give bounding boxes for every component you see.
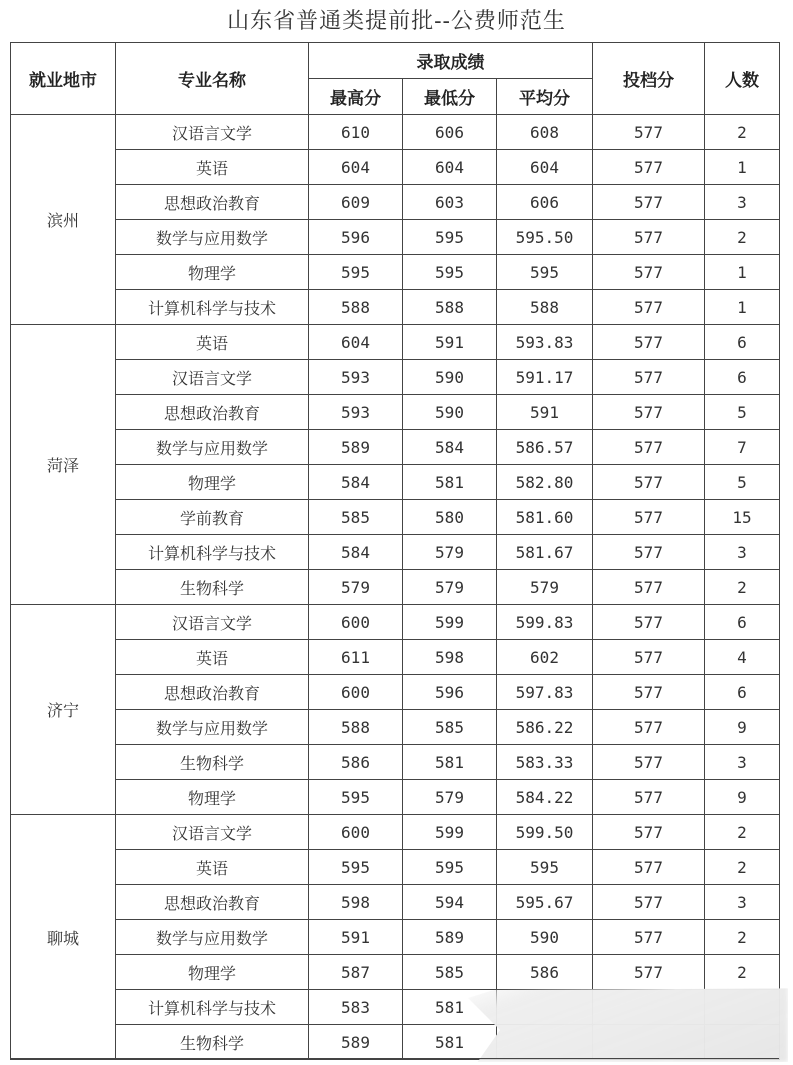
cutoff-score-cell: 577: [593, 850, 705, 885]
min-score-cell: 579: [403, 535, 497, 570]
max-score-cell: 587: [309, 955, 403, 990]
max-score-cell: 588: [309, 290, 403, 325]
major-cell: 学前教育: [116, 500, 309, 535]
table-row: [11, 850, 780, 885]
count-cell: 6: [705, 360, 780, 395]
cutoff-score-cell: 577: [593, 430, 705, 465]
max-score-cell: 584: [309, 535, 403, 570]
avg-score-cell: [497, 1025, 593, 1060]
city-cell: 济宁: [11, 605, 116, 815]
header-cutoff: 投档分: [593, 43, 705, 115]
avg-score-cell: 581.67: [497, 535, 593, 570]
major-cell: 数学与应用数学: [116, 920, 309, 955]
avg-score-cell: 604: [497, 150, 593, 185]
min-score-cell: 595: [403, 220, 497, 255]
min-score-cell: 581: [403, 465, 497, 500]
cutoff-score-cell: 577: [593, 290, 705, 325]
admission-scores-table: [10, 42, 780, 1060]
max-score-cell: 611: [309, 640, 403, 675]
major-cell: 汉语言文学: [116, 360, 309, 395]
table-row: [11, 535, 780, 570]
count-cell: 1: [705, 290, 780, 325]
cutoff-score-cell: 577: [593, 325, 705, 360]
max-score-cell: 585: [309, 500, 403, 535]
max-score-cell: 595: [309, 255, 403, 290]
min-score-cell: 584: [403, 430, 497, 465]
header-count: 人数: [705, 43, 780, 115]
cutoff-score-cell: 577: [593, 395, 705, 430]
header-city: 就业地市: [11, 43, 116, 115]
min-score-cell: 594: [403, 885, 497, 920]
table-row: [11, 255, 780, 290]
count-cell: [705, 990, 780, 1025]
max-score-cell: 589: [309, 430, 403, 465]
count-cell: 1: [705, 150, 780, 185]
avg-score-cell: 595: [497, 850, 593, 885]
major-cell: 思想政治教育: [116, 395, 309, 430]
table-row: [11, 710, 780, 745]
min-score-cell: 588: [403, 290, 497, 325]
major-cell: 英语: [116, 850, 309, 885]
header-max: 最高分: [309, 79, 403, 115]
table-row: [11, 920, 780, 955]
max-score-cell: 583: [309, 990, 403, 1025]
cutoff-score-cell: 577: [593, 500, 705, 535]
major-cell: 英语: [116, 325, 309, 360]
major-cell: 计算机科学与技术: [116, 290, 309, 325]
city-cell: 聊城: [11, 815, 116, 1060]
avg-score-cell: 579: [497, 570, 593, 605]
avg-score-cell: 593.83: [497, 325, 593, 360]
table-row: [11, 570, 780, 605]
major-cell: 物理学: [116, 780, 309, 815]
min-score-cell: 591: [403, 325, 497, 360]
table-row: [11, 885, 780, 920]
count-cell: 1: [705, 255, 780, 290]
count-cell: 2: [705, 570, 780, 605]
table-row: [11, 780, 780, 815]
max-score-cell: 584: [309, 465, 403, 500]
table-row: [11, 360, 780, 395]
table-row: [11, 430, 780, 465]
avg-score-cell: 599.50: [497, 815, 593, 850]
cutoff-score-cell: 577: [593, 570, 705, 605]
avg-score-cell: 608: [497, 115, 593, 150]
major-cell: 英语: [116, 640, 309, 675]
min-score-cell: 589: [403, 920, 497, 955]
avg-score-cell: 584.22: [497, 780, 593, 815]
max-score-cell: 609: [309, 185, 403, 220]
max-score-cell: 604: [309, 150, 403, 185]
count-cell: 2: [705, 850, 780, 885]
major-cell: 汉语言文学: [116, 605, 309, 640]
avg-score-cell: 590: [497, 920, 593, 955]
avg-score-cell: 582.80: [497, 465, 593, 500]
max-score-cell: 593: [309, 395, 403, 430]
major-cell: 汉语言文学: [116, 815, 309, 850]
min-score-cell: 596: [403, 675, 497, 710]
table-row: [11, 745, 780, 780]
cutoff-score-cell: 577: [593, 115, 705, 150]
page-title: 山东省普通类提前批--公费师范生: [227, 9, 566, 34]
avg-score-cell: 586: [497, 955, 593, 990]
header-avg: 平均分: [497, 79, 593, 115]
table-row: [11, 115, 780, 150]
max-score-cell: 595: [309, 850, 403, 885]
min-score-cell: 599: [403, 815, 497, 850]
count-cell: 9: [705, 710, 780, 745]
major-cell: 思想政治教育: [116, 675, 309, 710]
max-score-cell: 604: [309, 325, 403, 360]
major-cell: 生物科学: [116, 1025, 309, 1060]
avg-score-cell: 581.60: [497, 500, 593, 535]
min-score-cell: 595: [403, 850, 497, 885]
min-score-cell: 585: [403, 955, 497, 990]
table-body: [11, 115, 780, 1060]
cutoff-score-cell: 577: [593, 640, 705, 675]
count-cell: 3: [705, 885, 780, 920]
cutoff-score-cell: 577: [593, 780, 705, 815]
cutoff-score-cell: [593, 1025, 705, 1060]
cutoff-score-cell: 577: [593, 815, 705, 850]
table-row: [11, 675, 780, 710]
min-score-cell: 581: [403, 1025, 497, 1060]
table-row: [11, 1025, 780, 1060]
avg-score-cell: 586.57: [497, 430, 593, 465]
major-cell: 汉语言文学: [116, 115, 309, 150]
table-row: [11, 500, 780, 535]
min-score-cell: 599: [403, 605, 497, 640]
cutoff-score-cell: 577: [593, 955, 705, 990]
avg-score-cell: 586.22: [497, 710, 593, 745]
count-cell: 3: [705, 745, 780, 780]
count-cell: 5: [705, 465, 780, 500]
min-score-cell: 579: [403, 780, 497, 815]
min-score-cell: 595: [403, 255, 497, 290]
min-score-cell: 590: [403, 360, 497, 395]
count-cell: 7: [705, 430, 780, 465]
avg-score-cell: 606: [497, 185, 593, 220]
count-cell: 4: [705, 640, 780, 675]
max-score-cell: 588: [309, 710, 403, 745]
count-cell: 2: [705, 920, 780, 955]
cutoff-score-cell: 577: [593, 710, 705, 745]
table-row: [11, 290, 780, 325]
table-row: [11, 185, 780, 220]
max-score-cell: 579: [309, 570, 403, 605]
cutoff-score-cell: [593, 990, 705, 1025]
max-score-cell: 600: [309, 815, 403, 850]
table-row: [11, 150, 780, 185]
count-cell: 6: [705, 325, 780, 360]
min-score-cell: 581: [403, 990, 497, 1025]
min-score-cell: 585: [403, 710, 497, 745]
cutoff-score-cell: 577: [593, 920, 705, 955]
avg-score-cell: 588: [497, 290, 593, 325]
count-cell: 2: [705, 220, 780, 255]
major-cell: 计算机科学与技术: [116, 990, 309, 1025]
avg-score-cell: 583.33: [497, 745, 593, 780]
table-row: [11, 220, 780, 255]
max-score-cell: 591: [309, 920, 403, 955]
cutoff-score-cell: 577: [593, 150, 705, 185]
table-row: [11, 465, 780, 500]
count-cell: 6: [705, 675, 780, 710]
max-score-cell: 586: [309, 745, 403, 780]
table-row: [11, 395, 780, 430]
avg-score-cell: 595.67: [497, 885, 593, 920]
count-cell: 3: [705, 535, 780, 570]
cutoff-score-cell: 577: [593, 745, 705, 780]
table-row: [11, 605, 780, 640]
table-row: [11, 955, 780, 990]
header-min: 最低分: [403, 79, 497, 115]
min-score-cell: 590: [403, 395, 497, 430]
min-score-cell: 580: [403, 500, 497, 535]
major-cell: 数学与应用数学: [116, 430, 309, 465]
cutoff-score-cell: 577: [593, 185, 705, 220]
cutoff-score-cell: 577: [593, 465, 705, 500]
cutoff-score-cell: 577: [593, 255, 705, 290]
count-cell: 2: [705, 115, 780, 150]
major-cell: 生物科学: [116, 570, 309, 605]
cutoff-score-cell: 577: [593, 885, 705, 920]
cutoff-score-cell: 577: [593, 360, 705, 395]
avg-score-cell: 602: [497, 640, 593, 675]
major-cell: 计算机科学与技术: [116, 535, 309, 570]
max-score-cell: 598: [309, 885, 403, 920]
min-score-cell: 581: [403, 745, 497, 780]
count-cell: 2: [705, 815, 780, 850]
major-cell: 英语: [116, 150, 309, 185]
min-score-cell: 603: [403, 185, 497, 220]
avg-score-cell: 595: [497, 255, 593, 290]
table-row: [11, 990, 780, 1025]
city-cell: 菏泽: [11, 325, 116, 605]
avg-score-cell: [497, 990, 593, 1025]
count-cell: 5: [705, 395, 780, 430]
count-cell: 2: [705, 955, 780, 990]
count-cell: 6: [705, 605, 780, 640]
max-score-cell: 596: [309, 220, 403, 255]
count-cell: 9: [705, 780, 780, 815]
count-cell: [705, 1025, 780, 1060]
major-cell: 数学与应用数学: [116, 220, 309, 255]
table-row: [11, 815, 780, 850]
min-score-cell: 598: [403, 640, 497, 675]
table-row: [11, 640, 780, 675]
max-score-cell: 610: [309, 115, 403, 150]
max-score-cell: 595: [309, 780, 403, 815]
cutoff-score-cell: 577: [593, 220, 705, 255]
max-score-cell: 600: [309, 605, 403, 640]
major-cell: 思想政治教育: [116, 885, 309, 920]
avg-score-cell: 599.83: [497, 605, 593, 640]
major-cell: 物理学: [116, 255, 309, 290]
count-cell: 15: [705, 500, 780, 535]
cutoff-score-cell: 577: [593, 675, 705, 710]
max-score-cell: 593: [309, 360, 403, 395]
min-score-cell: 604: [403, 150, 497, 185]
header-scores-group: 录取成绩: [309, 43, 593, 79]
header-major: 专业名称: [116, 43, 309, 115]
avg-score-cell: 591: [497, 395, 593, 430]
major-cell: 思想政治教育: [116, 185, 309, 220]
cutoff-score-cell: 577: [593, 535, 705, 570]
major-cell: 生物科学: [116, 745, 309, 780]
avg-score-cell: 591.17: [497, 360, 593, 395]
table-row: [11, 325, 780, 360]
city-cell: 滨州: [11, 115, 116, 325]
major-cell: 物理学: [116, 955, 309, 990]
min-score-cell: 579: [403, 570, 497, 605]
cutoff-score-cell: 577: [593, 605, 705, 640]
max-score-cell: 589: [309, 1025, 403, 1060]
major-cell: 数学与应用数学: [116, 710, 309, 745]
table-cut-edge: [10, 1058, 779, 1059]
max-score-cell: 600: [309, 675, 403, 710]
avg-score-cell: 597.83: [497, 675, 593, 710]
count-cell: 3: [705, 185, 780, 220]
major-cell: 物理学: [116, 465, 309, 500]
table-header: [11, 43, 780, 115]
min-score-cell: 606: [403, 115, 497, 150]
avg-score-cell: 595.50: [497, 220, 593, 255]
